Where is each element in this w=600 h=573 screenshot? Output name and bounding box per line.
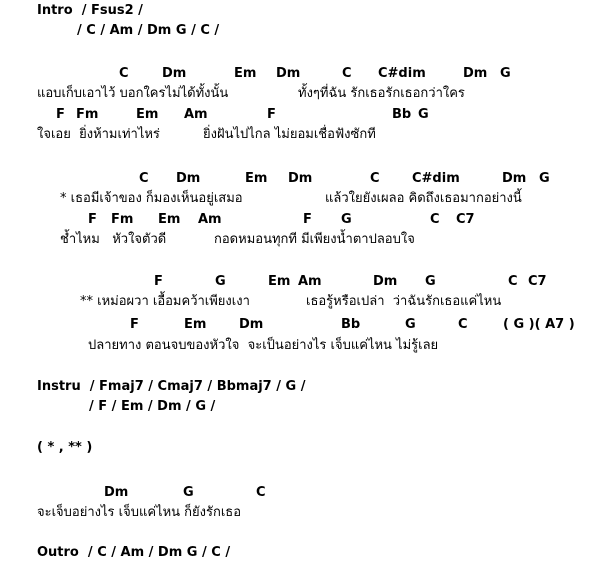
verse1-chord-row-2 (0, 107, 600, 123)
chord: C (139, 171, 149, 186)
outro-line: Outro / C / Am / Dm G / C / (37, 545, 231, 560)
repeat-marker: ( * , ** ) (37, 440, 93, 455)
chord: C (119, 66, 129, 81)
chorus2-lyric-1a: ** เหม่อผวา เอื้อมคว้าเพียงเงา (80, 294, 250, 309)
chord: G (500, 66, 511, 81)
chord: F (154, 274, 163, 289)
ending-chord-row (0, 485, 600, 501)
chorus2-lyric-1b: เธอรู้หรือเปล่า ว่าฉันรักเธอแค่ไหน (306, 294, 502, 309)
verse1-lyric-2b: ยิ่งฝันไปไกล ไม่ยอมเชื่อฟังซักที (203, 127, 376, 142)
chord: F (88, 212, 97, 227)
chord: C (430, 212, 440, 227)
instru-line: Instru / Fmaj7 / Cmaj7 / Bbmaj7 / G / (37, 379, 306, 394)
chord: Em (245, 171, 268, 186)
intro-chords: / C / Am / Dm G / C / (77, 23, 220, 38)
chord: F (303, 212, 312, 227)
chord: C7 (528, 274, 547, 289)
chorus2-chord-row-2 (0, 317, 600, 333)
chord: G (341, 212, 352, 227)
chord: F (56, 107, 65, 122)
chord: Dm (176, 171, 201, 186)
chord: Bb (392, 107, 412, 122)
chord: Am (298, 274, 322, 289)
chord: Em (268, 274, 291, 289)
chord: C#dim (412, 171, 460, 186)
chord: Em (234, 66, 257, 81)
chord: Dm (502, 171, 527, 186)
chord: Dm (276, 66, 301, 81)
chord: C (370, 171, 380, 186)
chorus1-chord-row-2 (0, 212, 600, 228)
verse1-lyric-1a: แอบเก็บเอาไว้ บอกใครไม่ได้ทั้งนั้น (37, 86, 229, 101)
chorus2-lyric-2: ปลายทาง ตอนจบของหัวใจ จะเป็นอย่างไร เจ็บแค่ไหน ไม่รู้เลย (88, 338, 439, 353)
ending-lyric: จะเจ็บอย่างไร เจ็บแค่ไหน ก็ยังรักเธอ (37, 505, 242, 520)
instru-chords: / F / Em / Dm / G / (89, 399, 216, 414)
chord: Em (136, 107, 159, 122)
chord: F (267, 107, 276, 122)
chorus1-chord-row-1 (0, 171, 600, 187)
chord: Fm (76, 107, 99, 122)
chord: Bb (341, 317, 361, 332)
chord: C (458, 317, 468, 332)
chorus1-lyric-1b: แล้วใยยังเผลอ คิดถึงเธอมากอย่างนี้ (325, 191, 522, 206)
chord: Em (184, 317, 207, 332)
chorus1-lyric-2a: ช้ำไหม หัวใจตัวดี (60, 232, 167, 247)
verse1-lyric-1b: ทั้งๆที่ฉัน รักเธอรักเธอกว่าใคร (298, 86, 465, 101)
chord: Dm (239, 317, 264, 332)
chord: G (183, 485, 194, 500)
chord: C7 (456, 212, 475, 227)
chord: Dm (463, 66, 488, 81)
chorus1-lyric-1a: * เธอมีเจ้าของ ก็มองเห็นอยู่เสมอ (60, 191, 243, 206)
intro-line: Intro / Fsus2 / (37, 3, 143, 18)
chord: Dm (373, 274, 398, 289)
chord: F (130, 317, 139, 332)
chord: ( G )( A7 ) (503, 317, 575, 332)
chord: C (256, 485, 266, 500)
chord: C (342, 66, 352, 81)
chorus1-lyric-2b: กอดหมอนทุกที มีเพียงน้ำตาปลอบใจ (214, 232, 415, 247)
verse1-chord-row-1 (0, 66, 600, 82)
chord: C (508, 274, 518, 289)
chord: Dm (162, 66, 187, 81)
chord: Em (158, 212, 181, 227)
verse1-lyric-2a: ใจเอย ยิ่งห้ามเท่าไหร่ (37, 127, 160, 142)
chorus2-chord-row-1 (0, 274, 600, 290)
chord: G (425, 274, 436, 289)
chord: G (405, 317, 416, 332)
chord: Dm (288, 171, 313, 186)
chord: G (539, 171, 550, 186)
chord: Fm (111, 212, 134, 227)
chord: Am (184, 107, 208, 122)
chord: Dm (104, 485, 129, 500)
chord: C#dim (378, 66, 426, 81)
chord: G (215, 274, 226, 289)
chord: Am (198, 212, 222, 227)
chord: G (418, 107, 429, 122)
